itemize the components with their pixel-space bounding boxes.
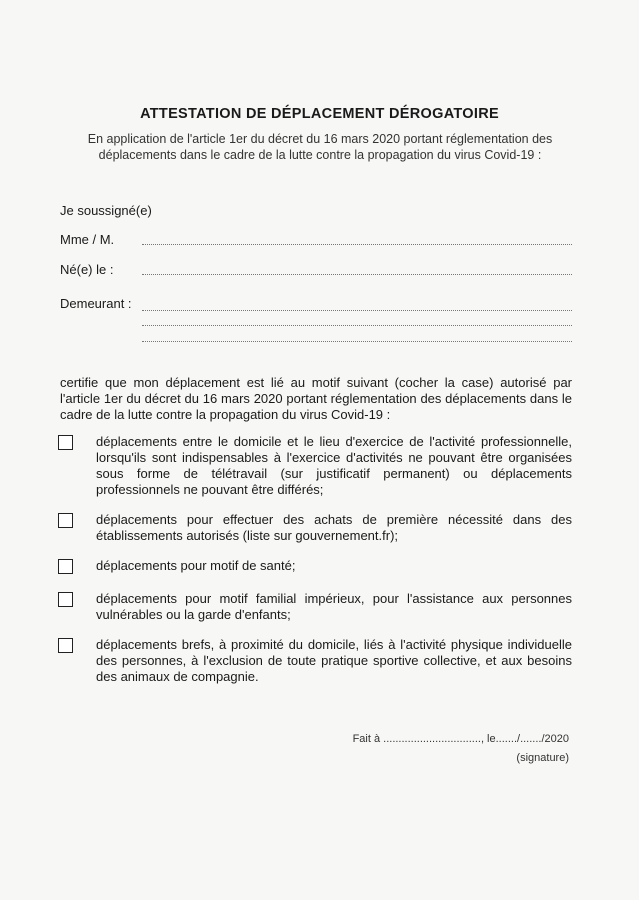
document-subtitle	[70, 131, 570, 163]
demeurant-field-line-2[interactable]	[142, 325, 572, 326]
checkbox-professional[interactable]	[58, 435, 73, 450]
demeurant-label: Demeurant :	[60, 296, 132, 311]
checkbox-sport[interactable]	[58, 638, 73, 653]
motive-text: déplacements pour motif familial impérieux, pour l'assistance aux personnes vulnérables ou la garde d'enfants;	[96, 591, 572, 622]
nom-label: Mme / M.	[60, 232, 115, 247]
subtitle-line-1: En application de l'article 1er du décret du 16 mars 2020 portant réglementation des	[87, 132, 553, 146]
motive-text: déplacements pour effectuer des achats de première nécessité dans des établissements autorisés (liste sur gouvernement.fr);	[96, 512, 572, 543]
naissance-field-line[interactable]	[142, 274, 572, 275]
nom-field-line[interactable]	[142, 244, 572, 245]
motive-text: déplacements pour motif de santé;	[96, 558, 296, 573]
subtitle-line-2: déplacements dans le cadre de la lutte contre la propagation du virus Covid-19 :	[98, 148, 542, 162]
signature-label: (signature)	[516, 752, 569, 764]
naissance-label: Né(e) le :	[60, 262, 114, 277]
motive-text: déplacements brefs, à proximité du domicile, liés à l'activité physique individuelle des personnes, à l'exclusion de toute pratique sportive collective, et aux besoins des animaux de compagnie.	[96, 637, 572, 684]
demeurant-field-line-3[interactable]	[142, 341, 572, 342]
checkbox-achats[interactable]	[58, 513, 73, 528]
document-title: ATTESTATION DE DÉPLACEMENT DÉROGATOIRE	[140, 106, 499, 122]
intro-paragraph: certifie que mon déplacement est lié au motif suivant (cocher la case) autorisé par l'article 1er du décret du 16 mars 2020 portant réglementation des déplacements dans le cadre de la lutte contre la propagation du virus Covid-19 :	[60, 375, 572, 422]
motive-text: déplacements entre le domicile et le lieu d'exercice de l'activité professionnelle, lorsqu'ils sont indispensables à l'exercice d'activités ne pouvant être organisées sous forme de télétravail (sur justificatif permanent) ou déplacements professionnels ne pouvant être différés;	[96, 434, 572, 497]
checkbox-familial[interactable]	[58, 592, 73, 607]
soussigne-label: Je soussigné(e)	[60, 203, 152, 218]
fait-a-line: Fait à ................................, le......./......./2020	[352, 733, 569, 745]
checkbox-sante[interactable]	[58, 559, 73, 574]
demeurant-field-line-1[interactable]	[142, 310, 572, 311]
